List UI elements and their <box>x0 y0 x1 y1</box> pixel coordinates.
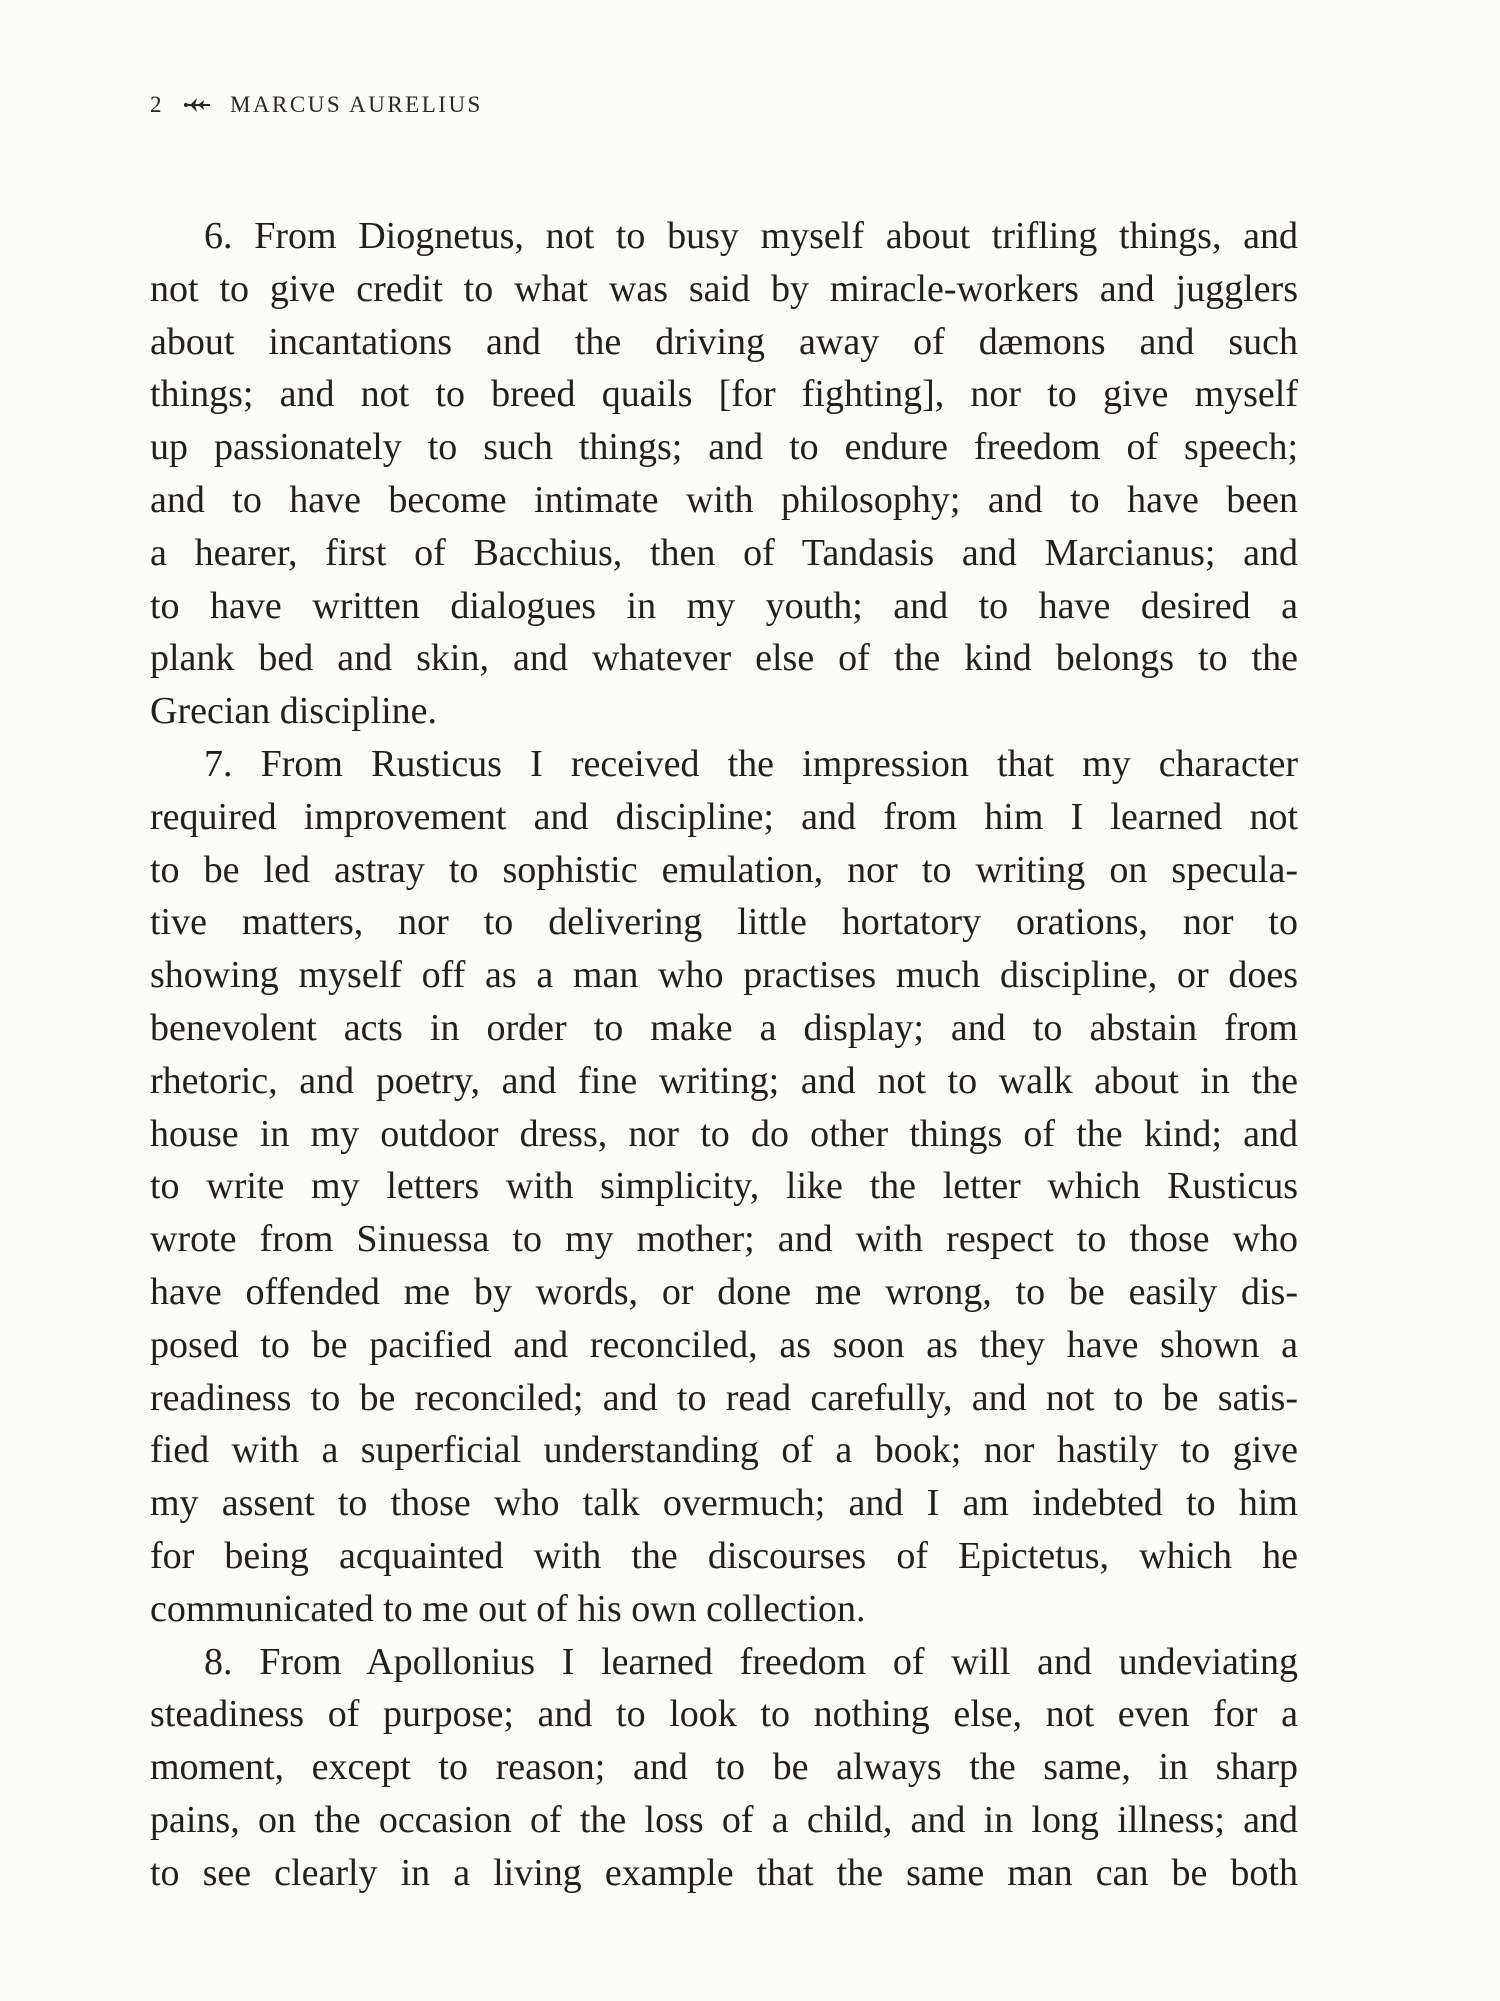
paragraph-6 <box>150 210 1298 738</box>
text-line: not to give credit to what was said by miracle-workers and jugglers <box>150 267 1298 310</box>
text-line: and to have become intimate with philosophy; and to have been <box>150 478 1298 521</box>
text-line: Grecian discipline. <box>150 690 438 733</box>
running-title: MARCUS AURELIUS <box>230 92 483 117</box>
running-head <box>150 90 483 120</box>
text-line: pains, on the occasion of the loss of a child, and in long illness; and <box>150 1798 1298 1841</box>
text-line: 6. From Diognetus, not to busy myself about trifling things, and <box>204 215 1298 257</box>
text-line: showing myself off as a man who practises much discipline, or does <box>150 954 1298 997</box>
body-text <box>150 210 1298 1900</box>
page-number: 2 <box>150 92 164 117</box>
text-line: plank bed and skin, and whatever else of the kind belongs to the <box>150 637 1298 680</box>
text-line: readiness to be reconciled; and to read carefully, and not to be satis- <box>150 1376 1298 1419</box>
text-line: 8. From Apollonius I learned freedom of will and undeviating <box>204 1640 1298 1683</box>
text-line: benevolent acts in order to make a display; and to abstain from <box>150 1006 1298 1049</box>
text-line: communicated to me out of his own collection. <box>150 1587 866 1630</box>
text-line: for being acquainted with the discourses of Epictetus, which he <box>150 1534 1298 1577</box>
text-line: to be led astray to sophistic emulation, nor to writing on specula- <box>150 848 1298 891</box>
text-line: to see clearly in a living example that the same man can be both <box>150 1851 1298 1894</box>
text-line: steadiness of purpose; and to look to nothing else, not even for a <box>150 1693 1298 1736</box>
text-line: to write my letters with simplicity, like the letter which Rusticus <box>150 1165 1298 1208</box>
text-line: moment, except to reason; and to be always the same, in sharp <box>150 1746 1298 1789</box>
leaf-ornament-icon <box>182 96 212 114</box>
text-line: my assent to those who talk overmuch; and I am indebted to him <box>150 1482 1298 1525</box>
text-line: to have written dialogues in my youth; and to have desired a <box>150 584 1298 627</box>
text-line: fied with a superficial understanding of a book; nor hastily to give <box>150 1429 1298 1472</box>
text-line: have offended me by words, or done me wrong, to be easily dis- <box>150 1270 1298 1313</box>
paragraph-7 <box>150 738 1298 1636</box>
text-line: house in my outdoor dress, nor to do other things of the kind; and <box>150 1112 1298 1155</box>
text-line: things; and not to breed quails [for fighting], nor to give myself <box>150 373 1298 416</box>
text-line: up passionately to such things; and to endure freedom of speech; <box>150 426 1298 469</box>
text-line: about incantations and the driving away of dæmons and such <box>150 320 1298 363</box>
text-line: wrote from Sinuessa to my mother; and with respect to those who <box>150 1218 1298 1261</box>
text-line: required improvement and discipline; and from him I learned not <box>150 795 1298 838</box>
text-line: a hearer, first of Bacchius, then of Tandasis and Marcianus; and <box>150 531 1298 574</box>
paragraph-8 <box>150 1636 1298 1900</box>
text-line: posed to be pacified and reconciled, as soon as they have shown a <box>150 1323 1298 1366</box>
text-line: 7. From Rusticus I received the impression that my character <box>204 742 1298 785</box>
text-line: rhetoric, and poetry, and fine writing; and not to walk about in the <box>150 1059 1298 1102</box>
text-line: tive matters, nor to delivering little hortatory orations, nor to <box>150 901 1298 944</box>
